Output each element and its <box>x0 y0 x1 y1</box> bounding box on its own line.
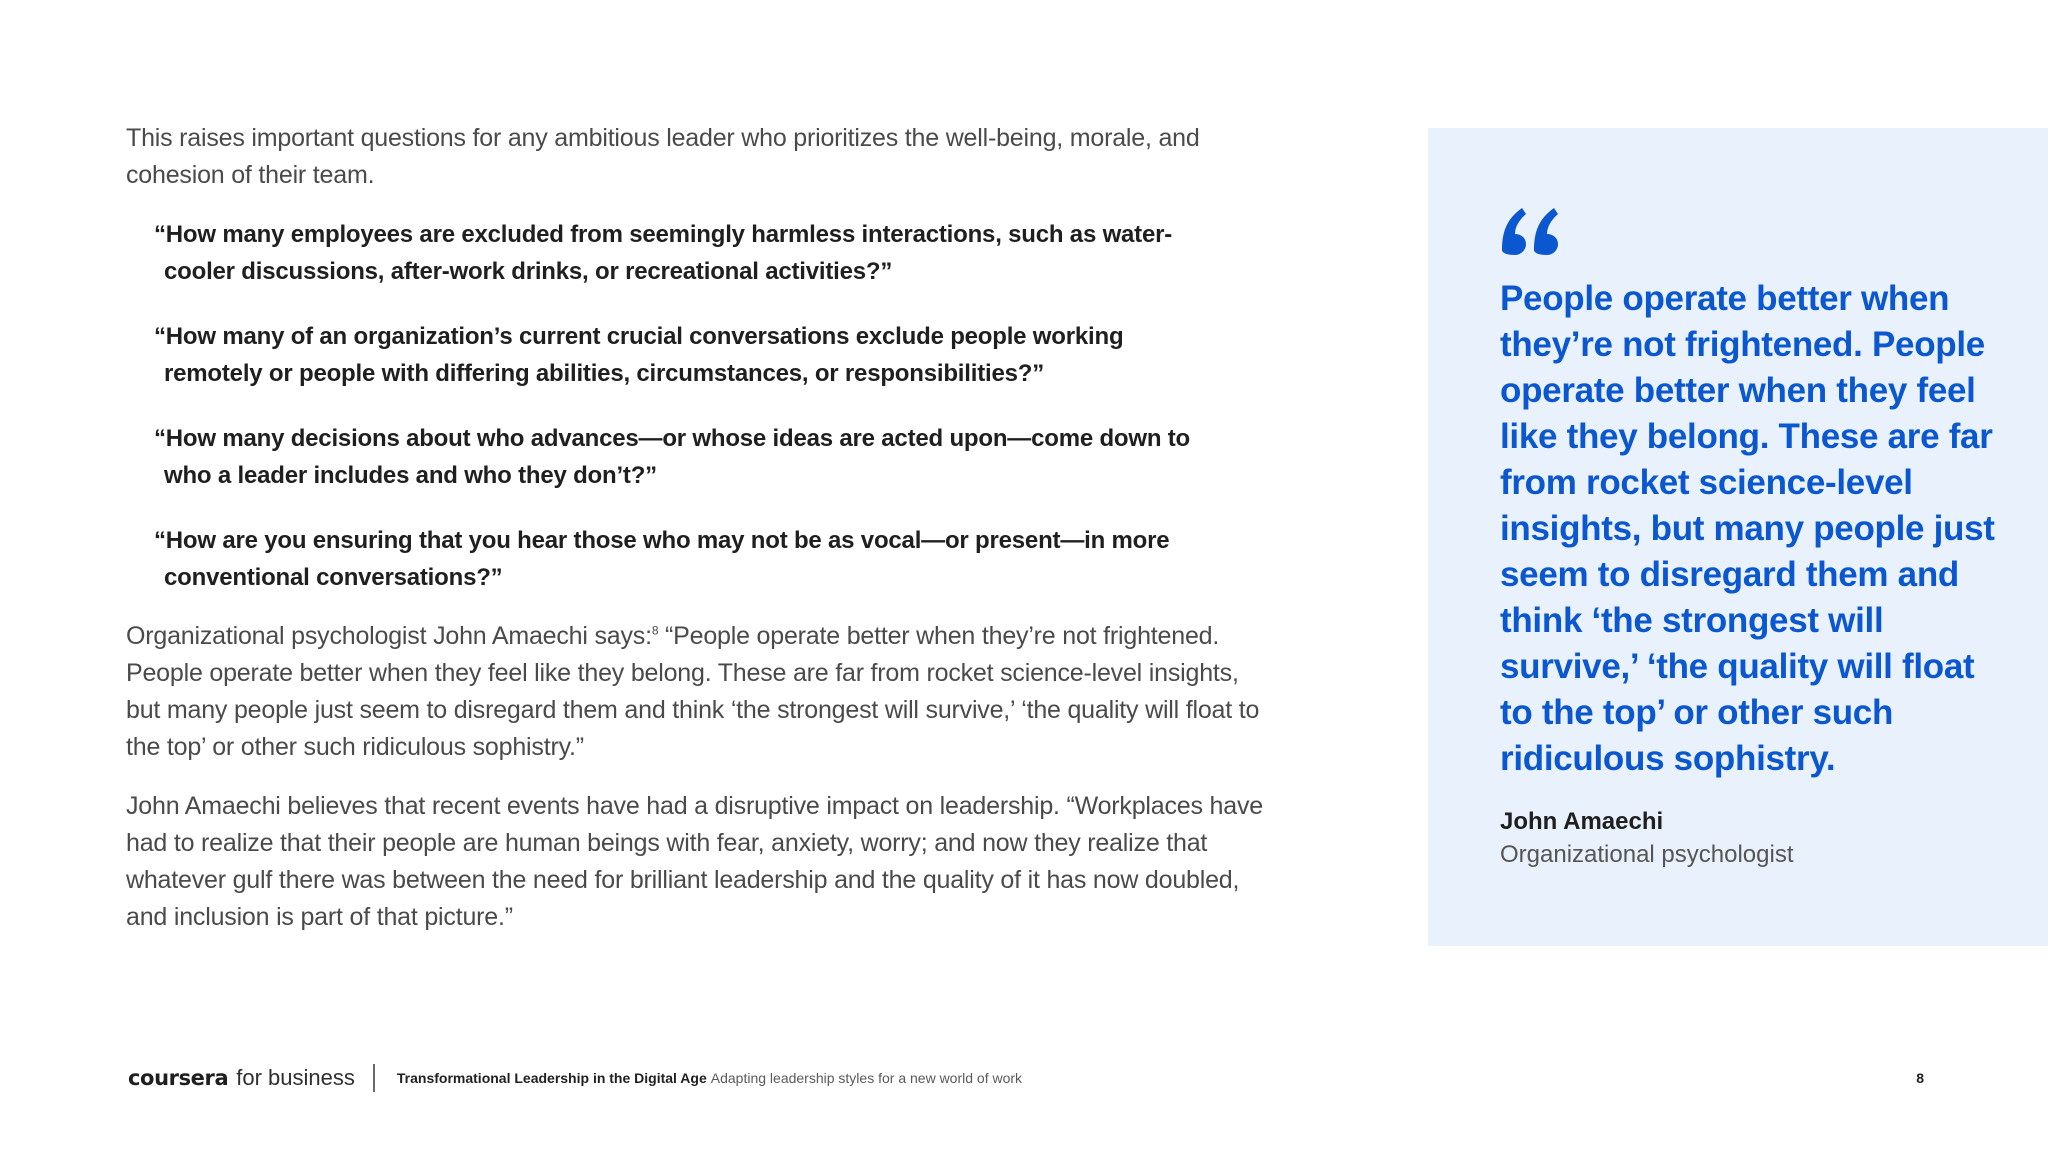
paragraph-lead: Organizational psychologist John Amaechi says: <box>126 622 652 650</box>
footnote-marker[interactable]: 8 <box>651 623 659 638</box>
paragraph-quote: “People operate better when they’re not frightened. People operate better when they feel like they belong. These are far from rocket science-level insights, but many people just seem to disregard them and think ‘the strongest will survive,’ ‘the quality will float to the top’ or other such ridiculous sophistry.” <box>126 622 1260 761</box>
quote-author-role: Organizational psychologist <box>1500 841 1794 868</box>
pull-quote-panel <box>1428 128 2048 946</box>
coursera-for-business-logo <box>128 1065 355 1091</box>
disruptive-impact-paragraph: John Amaechi believes that recent events have had a disruptive impact on leadership. “Workplaces have had to realize that their people are human beings with fear, anxiety, worry; and now they realize that whatever gulf there was between the need for brilliant leadership and the quality of it has now doubled, and inclusion is part of that picture.” <box>126 792 1263 931</box>
question-item: “How many decisions about who advances—or whose ideas are acted upon—come down to who a leader includes and who they don’t?” <box>154 425 1191 489</box>
quote-mark-icon <box>1498 198 1562 262</box>
document-subtitle: Adapting leadership styles for a new world of work <box>710 1070 1023 1086</box>
quote-author: John Amaechi <box>1500 808 1664 835</box>
main-content <box>126 120 1266 958</box>
page-footer <box>128 1062 1022 1094</box>
page-number: 8 <box>1916 1070 1924 1086</box>
question-item: “How are you ensuring that you hear those who may not be as vocal—or present—in more conventional conversations?” <box>154 527 1170 591</box>
logo-suffix: for business <box>236 1065 355 1090</box>
question-item: “How many of an organization’s current crucial conversations exclude people working remotely or people with differing abilities, circumstances, or responsibilities?” <box>154 323 1124 387</box>
document-title: Transformational Leadership in the Digital Age <box>396 1070 707 1086</box>
question-list <box>154 216 1266 596</box>
logo-brand: coursera <box>128 1066 229 1090</box>
question-item: “How many employees are excluded from seemingly harmless interactions, such as water-cooler discussions, after-work drinks, or recreational activities?” <box>154 221 1173 285</box>
intro-paragraph: This raises important questions for any ambitious leader who prioritizes the well-being, morale, and cohesion of their team. <box>126 124 1200 189</box>
footer-divider <box>373 1064 375 1092</box>
pull-quote-text: People operate better when they’re not frightened. People operate better when they feel like they belong. These are far from rocket science-level insights, but many people just seem to disregard them and think ‘the strongest will survive,’ ‘the quality will float to the top’ or other such ridiculous sophistry. <box>1500 279 1995 778</box>
amaechi-quote-paragraph <box>126 618 1266 766</box>
